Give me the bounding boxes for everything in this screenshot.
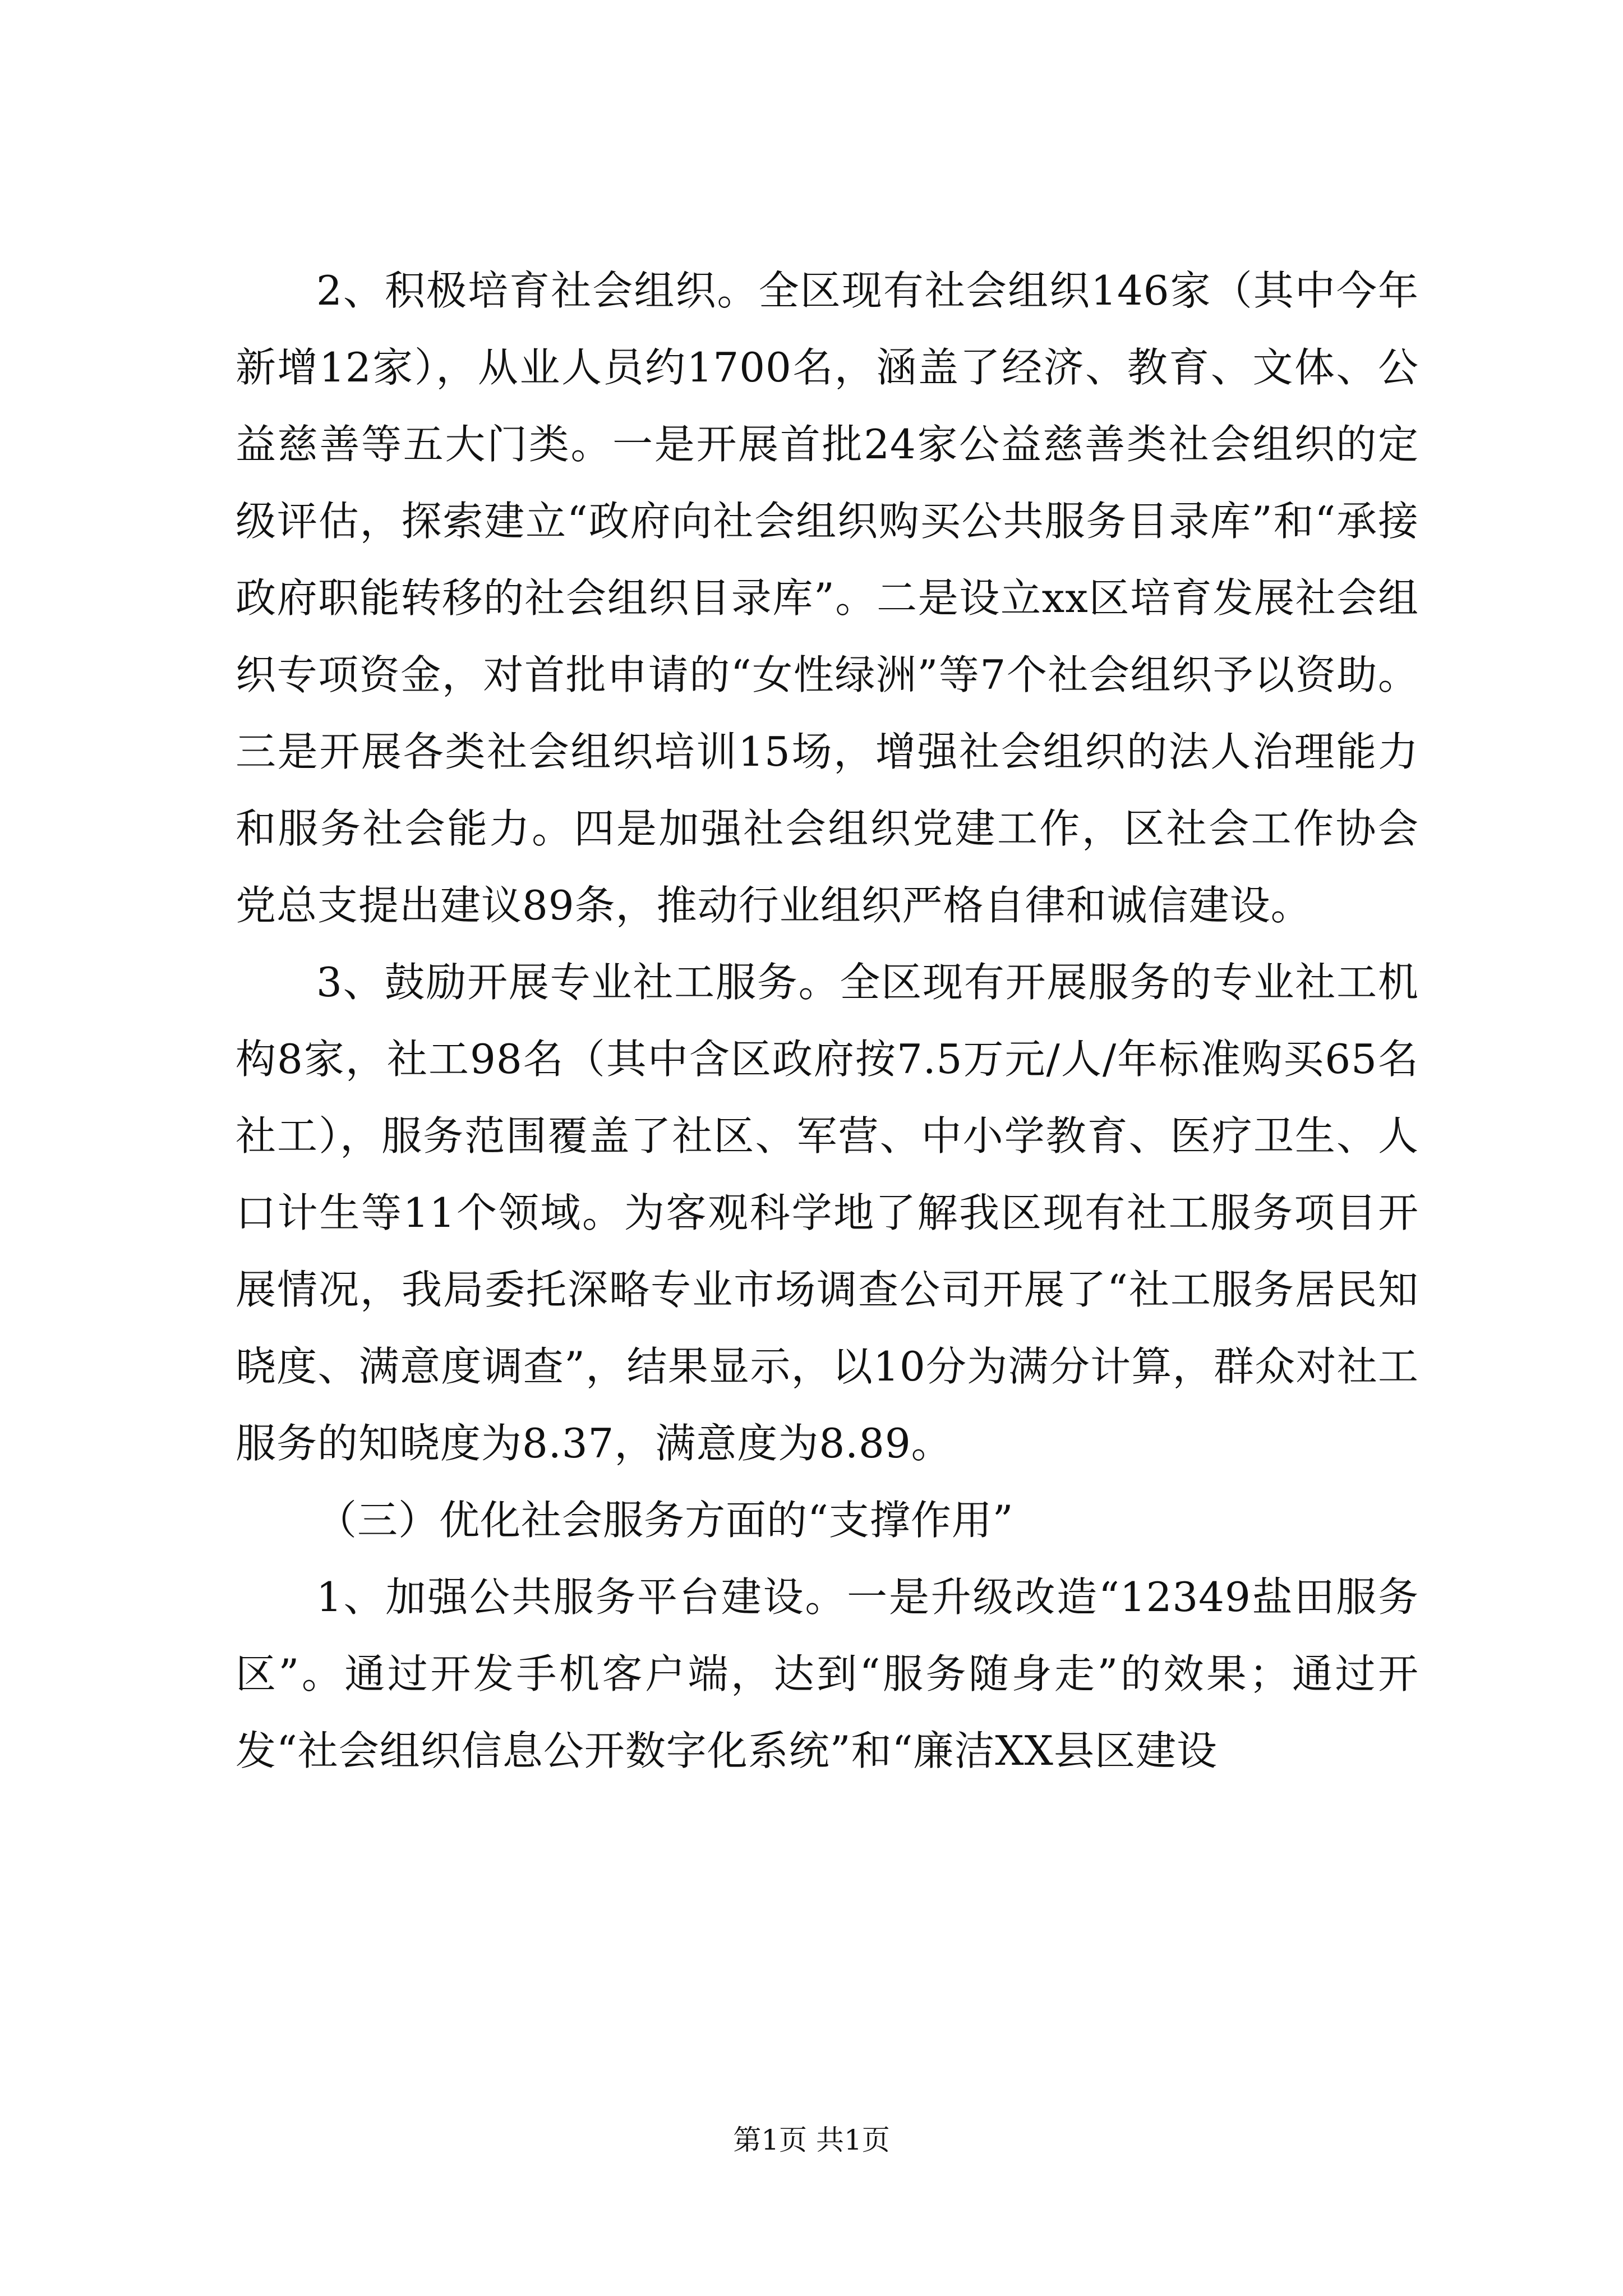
document-body (236, 252, 1419, 1789)
paragraph-social-work-services: 3、鼓励开展专业社工服务。全区现有开展服务的专业社工机构8家，社工98名（其中含区政府按7.5万元/人/年标准购买65名社工），服务范围覆盖了社区、军营、中小学教育、医疗卫生、人口计生等11个领域。为客观科学地了解我区现有社工服务项目开展情况，我局委托深略专业市场调查公司开展了“社工服务居民知晓度、满意度调查”，结果显示，以10分为满分计算，群众对社工服务的知晓度为8.37，满意度为8.89。 (236, 959, 1419, 1467)
paragraph-cultivate-social-organizations: 2、积极培育社会组织。全区现有社会组织146家（其中今年新增12家），从业人员约1700名，涵盖了经济、教育、文体、公益慈善等五大门类。一是开展首批24家公益慈善类社会组织的定级评估，探索建立“政府向社会组织购买公共服务目录库”和“承接政府职能转移的社会组织目录库”。二是设立xx区培育发展社会组织专项资金，对首批申请的“女性绿洲”等7个社会组织予以资助。三是开展各类社会组织培训15场，增强社会组织的法人治理能力和服务社会能力。四是加强社会组织党建工作，区社会工作协会党总支提出建议89条，推动行业组织严格自律和诚信建设。 (236, 267, 1419, 929)
section-heading-social-services: （三）优化社会服务方面的“支撑作用” (316, 1497, 1014, 1544)
paragraph-public-service-platform: 1、加强公共服务平台建设。一是升级改造“12349盐田服务区”。通过开发手机客户端，达到“服务随身走”的效果；通过开发“社会组织信息公开数字化系统”和“廉洁XX县区建设 (236, 1573, 1419, 1774)
page-footer: 第1页 共1页 (733, 2124, 890, 2156)
